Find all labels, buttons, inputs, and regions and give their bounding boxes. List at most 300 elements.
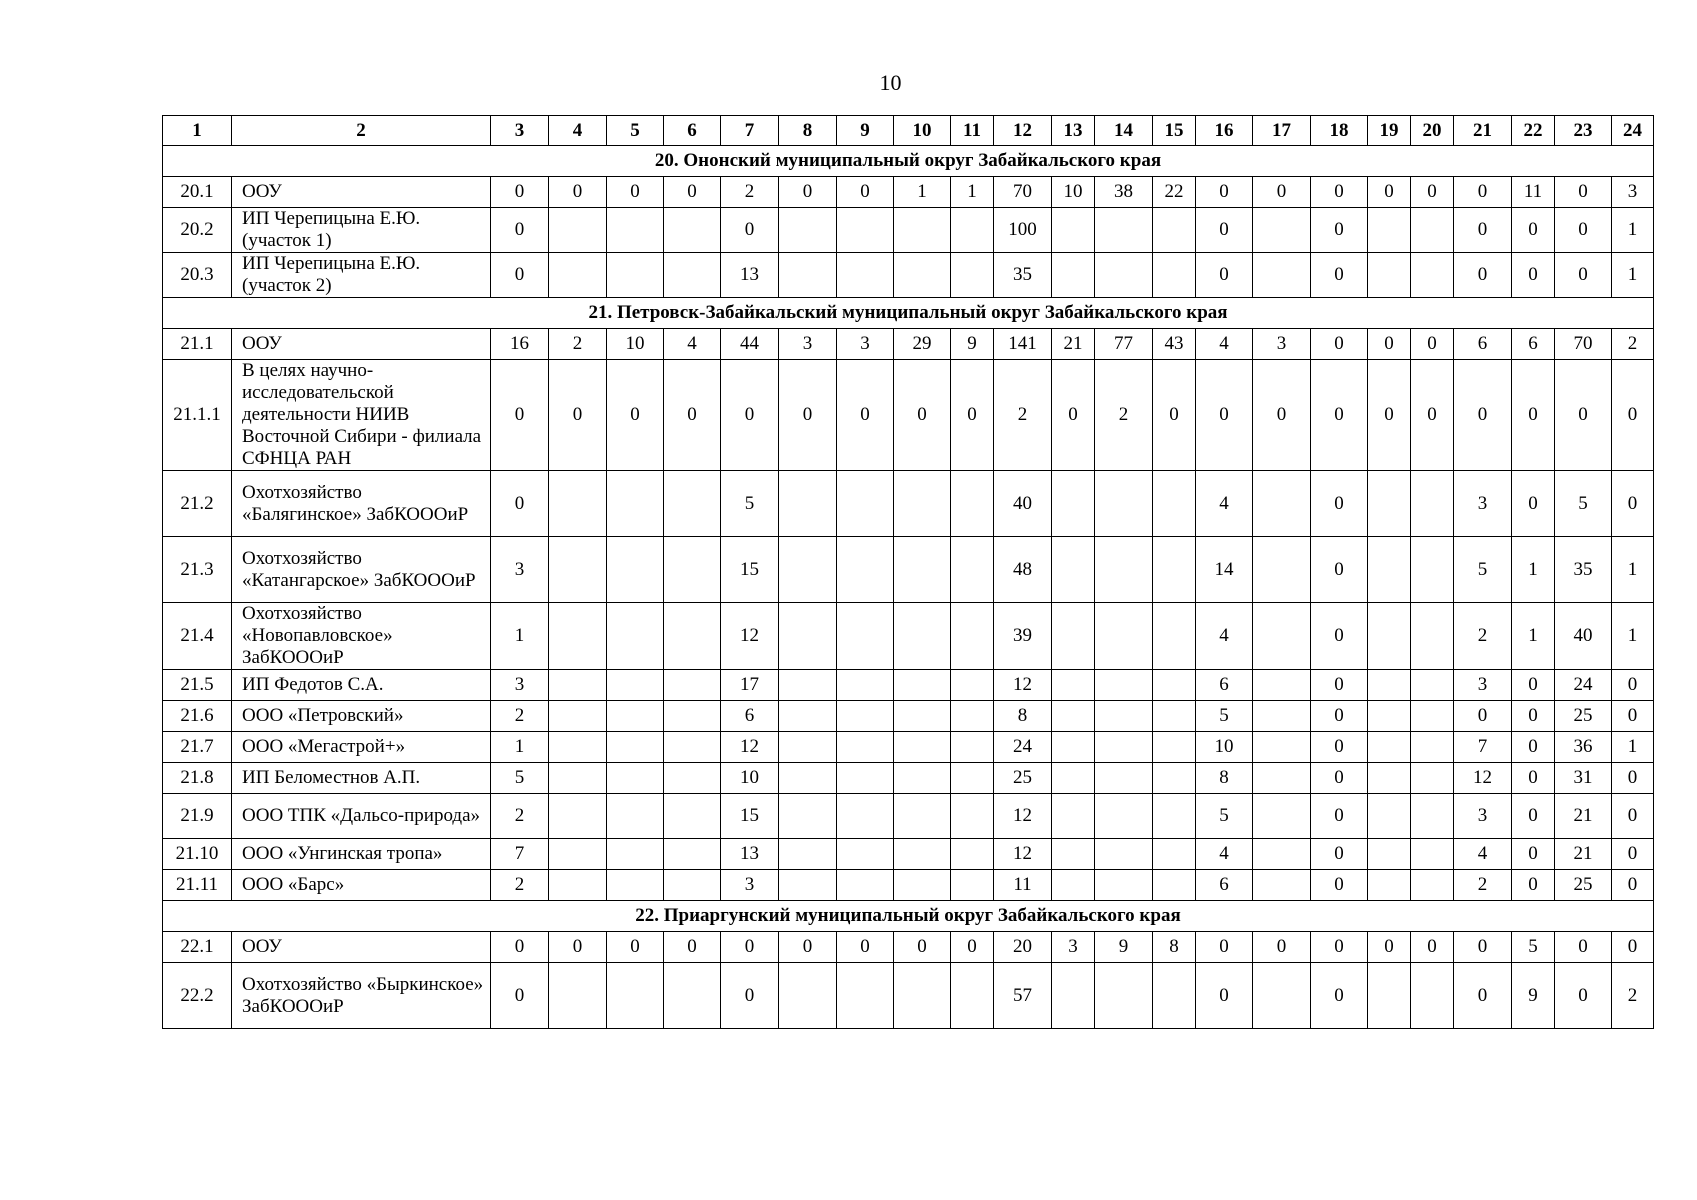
organization-name: ООУ <box>232 329 491 360</box>
value-cell <box>779 794 837 839</box>
value-cell: 0 <box>664 932 721 963</box>
value-cell: 1 <box>894 177 951 208</box>
value-cell: 3 <box>491 670 549 701</box>
value-cell: 24 <box>1555 670 1612 701</box>
value-cell <box>664 732 721 763</box>
value-cell <box>1153 732 1196 763</box>
value-cell <box>1153 208 1196 253</box>
value-cell <box>549 537 607 603</box>
value-cell <box>1095 732 1153 763</box>
column-header: 11 <box>951 116 994 146</box>
value-cell <box>894 471 951 537</box>
table-body <box>163 146 1654 1029</box>
value-cell: 11 <box>994 870 1052 901</box>
value-cell <box>549 839 607 870</box>
value-cell <box>607 839 664 870</box>
value-cell <box>1368 794 1411 839</box>
value-cell <box>837 603 894 670</box>
value-cell <box>1253 471 1311 537</box>
value-cell: 6 <box>1454 329 1512 360</box>
value-cell <box>894 537 951 603</box>
value-cell: 10 <box>721 763 779 794</box>
value-cell <box>951 701 994 732</box>
value-cell: 0 <box>1612 763 1654 794</box>
organization-name: ИП Федотов С.А. <box>232 670 491 701</box>
value-cell <box>951 253 994 298</box>
value-cell: 0 <box>1454 701 1512 732</box>
value-cell: 57 <box>994 963 1052 1029</box>
value-cell <box>837 537 894 603</box>
value-cell: 70 <box>1555 329 1612 360</box>
row-number: 21.11 <box>163 870 232 901</box>
value-cell: 9 <box>1512 963 1555 1029</box>
value-cell: 2 <box>1095 360 1153 471</box>
value-cell <box>1095 670 1153 701</box>
value-cell: 0 <box>1196 253 1253 298</box>
value-cell: 15 <box>721 794 779 839</box>
value-cell: 3 <box>1052 932 1095 963</box>
table-row <box>163 870 1654 901</box>
value-cell: 9 <box>1095 932 1153 963</box>
value-cell <box>1253 603 1311 670</box>
value-cell <box>1253 794 1311 839</box>
value-cell: 0 <box>1311 932 1368 963</box>
table-row <box>163 794 1654 839</box>
value-cell <box>1253 839 1311 870</box>
value-cell: 10 <box>607 329 664 360</box>
table-row <box>163 670 1654 701</box>
table-row <box>163 253 1654 298</box>
value-cell <box>1153 963 1196 1029</box>
value-cell <box>664 794 721 839</box>
value-cell <box>549 794 607 839</box>
value-cell: 0 <box>721 208 779 253</box>
value-cell <box>779 471 837 537</box>
value-cell: 0 <box>1454 253 1512 298</box>
value-cell: 8 <box>1196 763 1253 794</box>
value-cell <box>1411 963 1454 1029</box>
value-cell <box>1095 870 1153 901</box>
section-title: 22. Приаргунский муниципальный округ Забайкальского края <box>163 901 1654 932</box>
value-cell: 0 <box>1311 870 1368 901</box>
value-cell: 3 <box>491 537 549 603</box>
value-cell: 0 <box>951 360 994 471</box>
section-header-row <box>163 901 1654 932</box>
value-cell <box>1411 471 1454 537</box>
value-cell: 0 <box>1612 471 1654 537</box>
table-row <box>163 537 1654 603</box>
value-cell: 0 <box>1253 932 1311 963</box>
row-number: 21.3 <box>163 537 232 603</box>
column-header: 18 <box>1311 116 1368 146</box>
value-cell <box>1095 794 1153 839</box>
value-cell: 0 <box>1311 177 1368 208</box>
value-cell <box>607 208 664 253</box>
table-row <box>163 471 1654 537</box>
value-cell: 0 <box>1454 208 1512 253</box>
value-cell: 0 <box>951 932 994 963</box>
row-number: 21.4 <box>163 603 232 670</box>
value-cell <box>549 963 607 1029</box>
value-cell <box>1095 253 1153 298</box>
value-cell <box>664 208 721 253</box>
value-cell: 0 <box>1555 932 1612 963</box>
organization-name: ООУ <box>232 932 491 963</box>
value-cell <box>894 763 951 794</box>
value-cell: 5 <box>1555 471 1612 537</box>
value-cell <box>894 701 951 732</box>
table-row <box>163 839 1654 870</box>
value-cell: 0 <box>1196 932 1253 963</box>
row-number: 20.2 <box>163 208 232 253</box>
value-cell: 14 <box>1196 537 1253 603</box>
table-row <box>163 763 1654 794</box>
value-cell <box>894 963 951 1029</box>
value-cell <box>607 732 664 763</box>
value-cell <box>837 253 894 298</box>
value-cell <box>837 963 894 1029</box>
value-cell <box>549 670 607 701</box>
row-number: 21.6 <box>163 701 232 732</box>
value-cell: 0 <box>1512 839 1555 870</box>
value-cell: 0 <box>491 963 549 1029</box>
organization-name: ООО «Унгинская тропа» <box>232 839 491 870</box>
value-cell: 3 <box>1253 329 1311 360</box>
value-cell: 3 <box>1454 670 1512 701</box>
value-cell: 0 <box>1052 360 1095 471</box>
organization-name: Охотхозяйство «Быркинское» ЗабКОООиР <box>232 963 491 1029</box>
row-number: 21.9 <box>163 794 232 839</box>
value-cell <box>1095 537 1153 603</box>
value-cell <box>607 603 664 670</box>
value-cell <box>837 670 894 701</box>
value-cell <box>837 839 894 870</box>
value-cell: 5 <box>1196 794 1253 839</box>
value-cell: 13 <box>721 253 779 298</box>
value-cell <box>607 537 664 603</box>
value-cell <box>549 603 607 670</box>
value-cell: 0 <box>1311 329 1368 360</box>
organization-name: Охотхозяйство «Катангарское» ЗабКОООиР <box>232 537 491 603</box>
row-number: 21.8 <box>163 763 232 794</box>
value-cell: 0 <box>1512 208 1555 253</box>
value-cell: 12 <box>1454 763 1512 794</box>
value-cell: 0 <box>1311 732 1368 763</box>
table-row <box>163 701 1654 732</box>
value-cell: 21 <box>1052 329 1095 360</box>
value-cell <box>1052 839 1095 870</box>
value-cell: 6 <box>1512 329 1555 360</box>
value-cell <box>1095 963 1153 1029</box>
value-cell: 0 <box>1612 839 1654 870</box>
row-number: 20.3 <box>163 253 232 298</box>
value-cell <box>607 253 664 298</box>
value-cell: 0 <box>1311 208 1368 253</box>
value-cell <box>1052 471 1095 537</box>
column-header: 23 <box>1555 116 1612 146</box>
value-cell <box>1368 701 1411 732</box>
value-cell: 15 <box>721 537 779 603</box>
value-cell <box>607 763 664 794</box>
row-number: 21.7 <box>163 732 232 763</box>
value-cell: 0 <box>1512 701 1555 732</box>
value-cell <box>779 732 837 763</box>
header-row <box>163 116 1654 146</box>
value-cell: 0 <box>1512 253 1555 298</box>
organization-name: ООУ <box>232 177 491 208</box>
value-cell: 13 <box>721 839 779 870</box>
value-cell <box>779 963 837 1029</box>
value-cell <box>664 471 721 537</box>
column-header: 4 <box>549 116 607 146</box>
value-cell: 48 <box>994 537 1052 603</box>
table-row <box>163 360 1654 471</box>
value-cell: 8 <box>994 701 1052 732</box>
value-cell: 0 <box>607 932 664 963</box>
value-cell: 1 <box>1612 253 1654 298</box>
value-cell: 0 <box>664 177 721 208</box>
value-cell: 2 <box>1612 329 1654 360</box>
value-cell: 1 <box>1512 603 1555 670</box>
value-cell <box>1095 763 1153 794</box>
value-cell <box>837 763 894 794</box>
value-cell: 17 <box>721 670 779 701</box>
value-cell: 0 <box>721 963 779 1029</box>
value-cell: 0 <box>1311 471 1368 537</box>
value-cell <box>549 732 607 763</box>
value-cell <box>1153 537 1196 603</box>
value-cell: 3 <box>837 329 894 360</box>
value-cell: 0 <box>779 177 837 208</box>
value-cell: 5 <box>1196 701 1253 732</box>
row-number: 22.2 <box>163 963 232 1029</box>
value-cell <box>1153 253 1196 298</box>
value-cell: 0 <box>1411 932 1454 963</box>
value-cell: 1 <box>1612 208 1654 253</box>
value-cell <box>1368 763 1411 794</box>
value-cell: 12 <box>994 839 1052 870</box>
value-cell: 0 <box>1311 839 1368 870</box>
value-cell: 0 <box>1612 870 1654 901</box>
row-number: 21.5 <box>163 670 232 701</box>
value-cell: 4 <box>1196 471 1253 537</box>
column-header: 7 <box>721 116 779 146</box>
value-cell: 6 <box>1196 870 1253 901</box>
page-number: 10 <box>879 70 902 95</box>
organization-name: ООО ТПК «Дальсо-природа» <box>232 794 491 839</box>
value-cell <box>664 870 721 901</box>
column-header: 16 <box>1196 116 1253 146</box>
value-cell: 0 <box>1311 670 1368 701</box>
value-cell <box>951 732 994 763</box>
table-row <box>163 329 1654 360</box>
value-cell: 0 <box>1196 963 1253 1029</box>
value-cell <box>1368 839 1411 870</box>
column-header: 6 <box>664 116 721 146</box>
value-cell: 0 <box>1196 208 1253 253</box>
value-cell: 0 <box>1311 963 1368 1029</box>
value-cell: 0 <box>1311 701 1368 732</box>
value-cell <box>1411 670 1454 701</box>
value-cell <box>1253 670 1311 701</box>
value-cell: 24 <box>994 732 1052 763</box>
value-cell <box>664 701 721 732</box>
value-cell: 0 <box>607 177 664 208</box>
value-cell: 0 <box>894 360 951 471</box>
organization-name: ИП Беломестнов А.П. <box>232 763 491 794</box>
value-cell: 40 <box>994 471 1052 537</box>
value-cell: 6 <box>1196 670 1253 701</box>
value-cell: 0 <box>1454 963 1512 1029</box>
column-header: 2 <box>232 116 491 146</box>
value-cell: 1 <box>1612 537 1654 603</box>
column-header: 5 <box>607 116 664 146</box>
value-cell: 70 <box>994 177 1052 208</box>
value-cell: 11 <box>1512 177 1555 208</box>
value-cell: 0 <box>1512 732 1555 763</box>
value-cell: 0 <box>1555 208 1612 253</box>
value-cell <box>1368 670 1411 701</box>
row-number: 20.1 <box>163 177 232 208</box>
value-cell <box>1368 537 1411 603</box>
table-row <box>163 732 1654 763</box>
value-cell <box>951 839 994 870</box>
value-cell: 0 <box>1612 670 1654 701</box>
value-cell: 0 <box>1311 794 1368 839</box>
value-cell: 25 <box>1555 870 1612 901</box>
value-cell: 22 <box>1153 177 1196 208</box>
value-cell: 2 <box>1612 963 1654 1029</box>
value-cell <box>1411 603 1454 670</box>
table-row <box>163 963 1654 1029</box>
value-cell <box>1052 794 1095 839</box>
value-cell <box>894 670 951 701</box>
value-cell <box>779 537 837 603</box>
value-cell: 36 <box>1555 732 1612 763</box>
value-cell: 38 <box>1095 177 1153 208</box>
value-cell <box>1095 471 1153 537</box>
value-cell: 0 <box>1612 932 1654 963</box>
value-cell: 3 <box>1454 471 1512 537</box>
column-header: 22 <box>1512 116 1555 146</box>
row-number: 21.1.1 <box>163 360 232 471</box>
value-cell: 2 <box>721 177 779 208</box>
column-header: 20 <box>1411 116 1454 146</box>
value-cell: 6 <box>721 701 779 732</box>
value-cell: 0 <box>491 177 549 208</box>
value-cell <box>1411 763 1454 794</box>
value-cell <box>837 870 894 901</box>
value-cell <box>1368 870 1411 901</box>
value-cell: 0 <box>1612 701 1654 732</box>
row-number: 21.2 <box>163 471 232 537</box>
value-cell <box>951 471 994 537</box>
value-cell: 12 <box>721 732 779 763</box>
value-cell: 5 <box>721 471 779 537</box>
value-cell: 0 <box>1555 963 1612 1029</box>
value-cell: 21 <box>1555 839 1612 870</box>
value-cell <box>837 471 894 537</box>
value-cell: 4 <box>664 329 721 360</box>
section-title: 20. Ононский муниципальный округ Забайкальского края <box>163 146 1654 177</box>
value-cell: 0 <box>837 932 894 963</box>
value-cell: 0 <box>1555 253 1612 298</box>
value-cell <box>1368 208 1411 253</box>
table-row <box>163 177 1654 208</box>
value-cell <box>549 763 607 794</box>
value-cell: 0 <box>1612 360 1654 471</box>
value-cell <box>951 763 994 794</box>
value-cell <box>1153 471 1196 537</box>
value-cell <box>664 670 721 701</box>
value-cell: 3 <box>721 870 779 901</box>
value-cell: 0 <box>1512 360 1555 471</box>
value-cell <box>1052 701 1095 732</box>
value-cell: 0 <box>549 932 607 963</box>
value-cell <box>951 603 994 670</box>
value-cell: 0 <box>1253 177 1311 208</box>
value-cell <box>1253 732 1311 763</box>
value-cell <box>1411 537 1454 603</box>
value-cell <box>951 794 994 839</box>
value-cell <box>1411 794 1454 839</box>
value-cell <box>951 670 994 701</box>
value-cell <box>1052 537 1095 603</box>
value-cell <box>894 208 951 253</box>
value-cell <box>664 253 721 298</box>
value-cell <box>607 963 664 1029</box>
value-cell: 0 <box>1555 360 1612 471</box>
value-cell: 29 <box>894 329 951 360</box>
value-cell: 0 <box>664 360 721 471</box>
value-cell: 2 <box>491 794 549 839</box>
value-cell: 8 <box>1153 932 1196 963</box>
value-cell <box>894 603 951 670</box>
value-cell <box>1253 870 1311 901</box>
organization-name: ИП Черепицына Е.Ю. (участок 2) <box>232 253 491 298</box>
value-cell: 0 <box>1512 670 1555 701</box>
value-cell: 3 <box>1454 794 1512 839</box>
value-cell: 0 <box>549 177 607 208</box>
value-cell: 12 <box>994 670 1052 701</box>
value-cell <box>549 471 607 537</box>
value-cell <box>1052 208 1095 253</box>
value-cell: 3 <box>1612 177 1654 208</box>
value-cell: 25 <box>994 763 1052 794</box>
value-cell <box>1052 732 1095 763</box>
value-cell: 16 <box>491 329 549 360</box>
value-cell: 0 <box>1454 360 1512 471</box>
value-cell: 0 <box>837 360 894 471</box>
value-cell <box>1153 603 1196 670</box>
value-cell: 0 <box>607 360 664 471</box>
value-cell: 7 <box>491 839 549 870</box>
value-cell <box>894 732 951 763</box>
value-cell <box>837 794 894 839</box>
value-cell <box>1052 963 1095 1029</box>
value-cell: 0 <box>1454 932 1512 963</box>
value-cell: 0 <box>1253 360 1311 471</box>
value-cell: 39 <box>994 603 1052 670</box>
value-cell <box>607 670 664 701</box>
value-cell <box>1411 870 1454 901</box>
value-cell: 2 <box>549 329 607 360</box>
value-cell: 35 <box>1555 537 1612 603</box>
table-row <box>163 932 1654 963</box>
value-cell <box>1368 471 1411 537</box>
value-cell: 0 <box>1196 360 1253 471</box>
value-cell <box>951 870 994 901</box>
